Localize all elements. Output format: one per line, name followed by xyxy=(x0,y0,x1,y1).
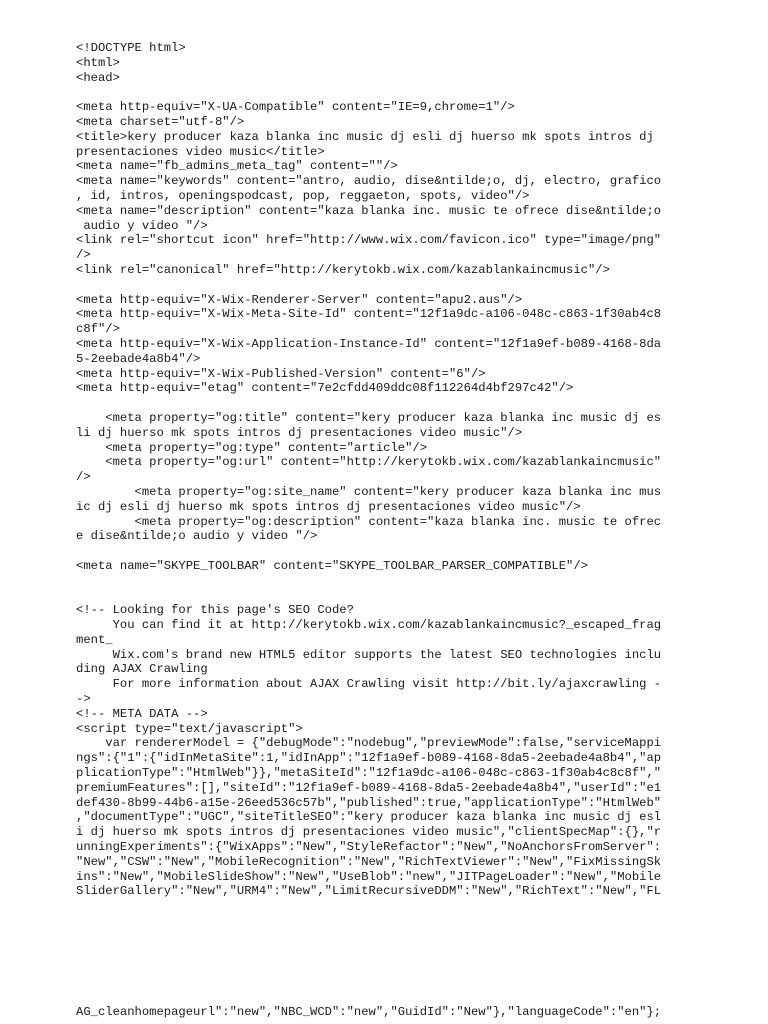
code-line: unningExperiments":{"WixApps":"New","StyleRefactor":"New","NoAnchorsFromServer": xyxy=(76,840,662,855)
code-line: var rendererModel = {"debugMode":"nodebug","previewMode":false,"serviceMappi xyxy=(76,736,662,751)
code-line: <meta property="og:title" content="kery producer kaza blanka inc music dj es xyxy=(76,410,662,425)
code-line: <script type="text/javascript"> xyxy=(76,721,303,736)
code-line: premiumFeatures":[],"siteId":"12f1a9ef-b089-4168-8da5-2eebade4a8b4","userId":"e1 xyxy=(76,780,662,795)
code-line: i dj huerso mk spots intros dj presentaciones video music","clientSpecMap":{},"r xyxy=(76,825,662,840)
code-line: <meta name="fb_admins_meta_tag" content=""/> xyxy=(76,159,398,174)
code-line: <link rel="shortcut icon" href="http://www.wix.com/favicon.ico" type="image/png" xyxy=(76,233,662,248)
code-line: <meta property="og:type" content="article"/> xyxy=(76,440,428,455)
code-line: e dise&ntilde;o audio y video "/> xyxy=(76,529,318,544)
code-line: <meta name="SKYPE_TOOLBAR" content="SKYPE_TOOLBAR_PARSER_COMPATIBLE"/> xyxy=(76,558,588,573)
code-line: <!-- Looking for this page's SEO Code? xyxy=(76,603,354,618)
source-code-block xyxy=(76,41,676,899)
code-line xyxy=(76,574,676,589)
code-line: -> xyxy=(76,692,91,707)
code-line: ic dj esli dj huerso mk spots intros dj presentaciones video music"/> xyxy=(76,499,581,514)
code-line: <meta http-equiv="X-Wix-Meta-Site-Id" content="12f1a9dc-a106-048c-c863-1f30ab4c8 xyxy=(76,307,662,322)
code-line: <meta property="og:site_name" content="kery producer kaza blanka inc mus xyxy=(76,484,662,499)
code-line: <!DOCTYPE html> xyxy=(76,41,186,55)
code-line: <title>kery producer kaza blanka inc music dj esli dj huerso mk spots intros dj xyxy=(76,129,654,144)
code-line: <meta http-equiv="X-Wix-Application-Instance-Id" content="12f1a9ef-b089-4168-8da xyxy=(76,336,662,351)
code-line: <!-- META DATA --> xyxy=(76,706,208,721)
code-line: ding AJAX Crawling xyxy=(76,662,208,677)
code-line: ngs":{"1":{"idInMetaSite":1,"idInApp":"12f1a9ef-b089-4168-8da5-2eebade4a8b4","ap xyxy=(76,751,662,766)
code-line xyxy=(76,544,676,559)
code-line xyxy=(76,85,676,100)
code-line: <html> xyxy=(76,55,120,70)
code-line: <meta http-equiv="X-UA-Compatible" content="IE=9,chrome=1"/> xyxy=(76,100,515,115)
code-line: c8f"/> xyxy=(76,322,120,337)
code-line: , id, intros, openingspodcast, pop, reggaeton, spots, video"/> xyxy=(76,188,530,203)
code-line xyxy=(76,396,676,411)
code-line: def430-8b99-44b6-a15e-26eed536c57b","published":true,"applicationType":"HtmlWeb" xyxy=(76,795,662,810)
code-line: <head> xyxy=(76,70,120,85)
code-line: li dj huerso mk spots intros dj presentaciones video music"/> xyxy=(76,425,523,440)
code-line: Wix.com's brand new HTML5 editor supports the latest SEO technologies inclu xyxy=(76,647,662,662)
code-line: ment_ xyxy=(76,632,113,647)
code-line: ,"documentType":"UGC","siteTitleSEO":"kery producer kaza blanka inc music dj esl xyxy=(76,810,662,825)
code-line: SliderGallery":"New","URM4":"New","LimitRecursiveDDM":"New","RichText":"New","FL xyxy=(76,884,662,899)
code-line: audio y video "/> xyxy=(76,218,208,233)
code-line: <meta property="og:description" content="kaza blanka inc. music te ofrec xyxy=(76,514,662,529)
code-line: plicationType":"HtmlWeb"}},"metaSiteId":"12f1a9dc-a106-048c-c863-1f30ab4c8c8f"," xyxy=(76,766,662,781)
code-line: For more information about AJAX Crawling visit http://bit.ly/ajaxcrawling - xyxy=(76,677,662,692)
code-line xyxy=(76,278,676,293)
code-line: You can find it at http://kerytokb.wix.com/kazablankaincmusic?_escaped_frag xyxy=(76,618,662,633)
code-line: <meta name="keywords" content="antro, audio, dise&ntilde;o, dj, electro, grafico xyxy=(76,174,662,189)
code-line xyxy=(76,588,676,603)
source-code-tail-line: AG_cleanhomepageurl":"new","NBC_WCD":"new","GuidId":"New"},"languageCode":"en"}; xyxy=(76,1005,662,1019)
code-line: <meta http-equiv="etag" content="7e2cfdd409ddc08f112264d4bf297c42"/> xyxy=(76,381,574,396)
code-line: <meta charset="utf-8"/> xyxy=(76,114,245,129)
code-line: ins":"New","MobileSlideShow":"New","UseBlob":"new","JITPageLoader":"New","Mobile xyxy=(76,869,662,884)
code-line: /> xyxy=(76,470,91,485)
code-line: <meta http-equiv="X-Wix-Renderer-Server" content="apu2.aus"/> xyxy=(76,292,523,307)
code-line: presentaciones video music</title> xyxy=(76,144,325,159)
code-line: "New","CSW":"New","MobileRecognition":"New","RichTextViewer":"New","FixMissingSk xyxy=(76,854,662,869)
code-line: <meta name="description" content="kaza blanka inc. music te ofrece dise&ntilde;o xyxy=(76,203,662,218)
code-line: <meta property="og:url" content="http://kerytokb.wix.com/kazablankaincmusic" xyxy=(76,455,662,470)
code-line: /> xyxy=(76,248,91,263)
code-line: <meta http-equiv="X-Wix-Published-Version" content="6"/> xyxy=(76,366,486,381)
code-line: 5-2eebade4a8b4"/> xyxy=(76,351,201,366)
code-line: <link rel="canonical" href="http://kerytokb.wix.com/kazablankaincmusic"/> xyxy=(76,262,610,277)
